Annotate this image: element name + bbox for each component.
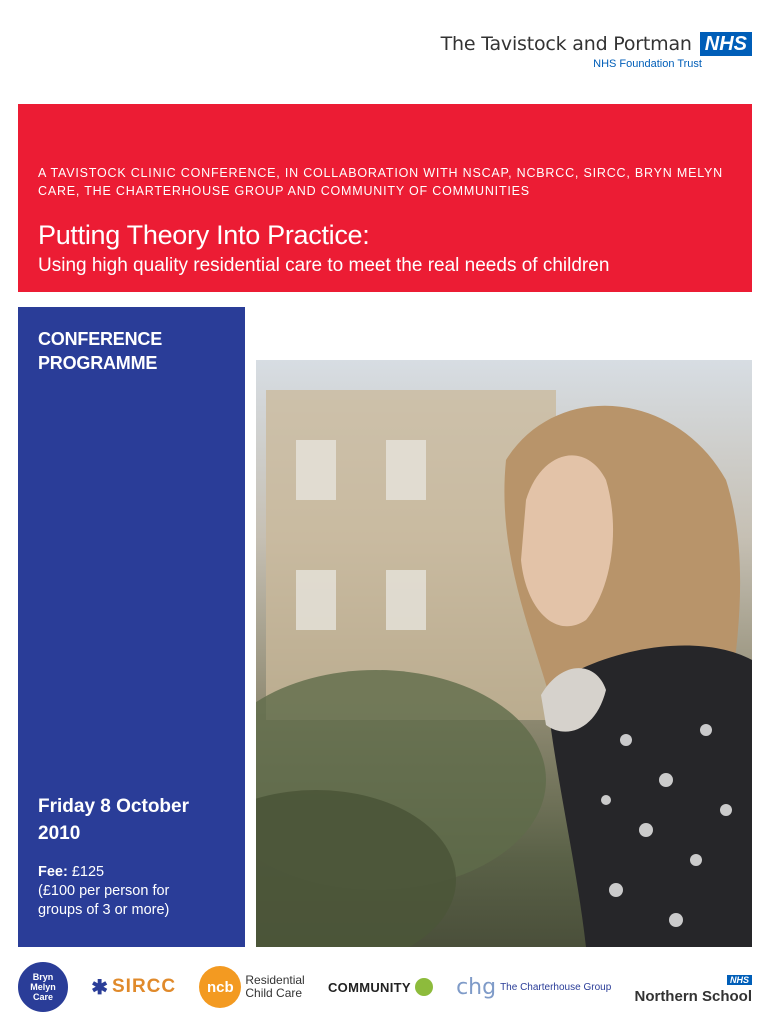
trust-logo-row xyxy=(441,32,752,56)
ncb-text xyxy=(245,974,304,1000)
northern-school-logo xyxy=(634,970,752,1005)
title-banner xyxy=(18,104,752,292)
page-subtitle: Using high quality residential care to meet the real needs of children xyxy=(38,255,610,276)
northern-school-text xyxy=(634,970,752,1005)
info-panel xyxy=(18,307,245,947)
fee-line xyxy=(38,863,169,882)
fee-note-line-1: (£100 per person for xyxy=(38,883,170,899)
sircc-logo xyxy=(91,975,176,1000)
page-title: Putting Theory Into Practice: xyxy=(38,220,370,250)
programme-line-2: PROGRAMME xyxy=(38,353,158,373)
trust-name: The Tavistock and Portman xyxy=(440,33,692,55)
ns-nhs-badge: NHS xyxy=(727,975,752,985)
programme-line-1: CONFERENCE xyxy=(38,329,163,349)
trust-logo xyxy=(441,32,752,70)
banner-intro: A TAVISTOCK CLINIC CONFERENCE, IN COLLABORATION WITH NSCAP, NCBRCC, SIRCC, BRYN MELYN CARE, THE CHARTERHOUSE GROUP AND COMMUNITY OF COMMUNITIES xyxy=(38,166,724,198)
date-line-2: 2010 xyxy=(38,823,81,844)
ncb-logo xyxy=(199,966,304,1008)
sircc-name: SIRCC xyxy=(112,976,177,997)
event-date xyxy=(38,793,189,847)
people-icon: ✱ xyxy=(91,976,108,999)
cover-photo xyxy=(256,360,752,947)
fee-value: £125 xyxy=(71,864,105,880)
bryn-melyn-mark: Bryn Melyn Care xyxy=(18,962,68,1012)
programme-heading xyxy=(38,327,225,375)
partner-logos xyxy=(18,960,752,1014)
ncb-line-2: Child Care xyxy=(245,986,303,1000)
bryn-melyn-logo xyxy=(18,962,68,1012)
community-leaf-icon xyxy=(415,978,433,996)
ncb-line-1: Residential xyxy=(245,973,305,987)
community-name: COMMUNITY xyxy=(327,979,411,995)
fee-label: Fee: xyxy=(38,864,68,880)
trust-subtitle: NHS Foundation Trust xyxy=(593,58,702,70)
chg-mark: chg xyxy=(456,974,497,1000)
chg-name: The Charterhouse Group xyxy=(500,981,612,993)
charterhouse-logo xyxy=(456,975,611,1000)
date-line-1: Friday 8 October xyxy=(38,796,189,817)
ns-name: Northern School xyxy=(634,987,752,1005)
cover-photo-illustration xyxy=(256,360,752,947)
fee-info xyxy=(38,863,169,920)
nhs-badge: NHS xyxy=(700,32,752,56)
community-logo xyxy=(328,978,433,996)
ncb-mark: ncb xyxy=(199,966,241,1008)
fee-note-line-2: groups of 3 or more) xyxy=(38,902,170,918)
